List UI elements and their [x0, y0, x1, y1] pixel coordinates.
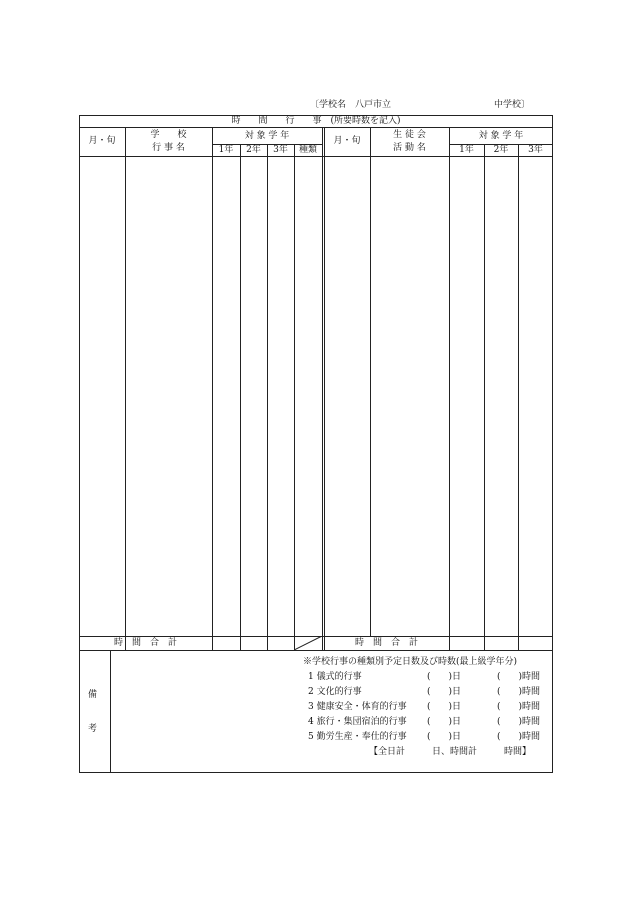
remarks-label-1: 備: [88, 690, 98, 700]
remarks-label-2: 考: [88, 724, 98, 734]
event-type-hours: ( )時間: [497, 717, 541, 727]
event-type-hours: ( )時間: [497, 732, 541, 742]
school-event-header-line2: 行 事 名: [152, 143, 185, 153]
council-header-line1: 生 徒 会: [393, 130, 426, 140]
school-event-header-line1: 学 校: [150, 130, 187, 140]
event-type-name: 5 勤労生産・奉仕的行事: [308, 732, 407, 742]
right-target-grade-header: 対 象 学 年: [478, 131, 524, 141]
event-summary-total: 【全日計 日、時間計 時間】: [369, 747, 532, 757]
event-type-days: ( )日: [427, 732, 462, 742]
left-grade2-header: 2年: [246, 145, 261, 155]
event-type-name: 3 健康安全・体育的行事: [308, 702, 407, 712]
kind-total-diagonal: [294, 636, 324, 651]
right-month-header: 月・旬: [333, 136, 361, 146]
event-type-hours: ( )時間: [497, 672, 541, 682]
event-type-hours: ( )時間: [497, 687, 541, 697]
left-month-header: 月・旬: [88, 136, 116, 146]
event-type-name: 4 旅行・集団宿泊的行事: [308, 717, 407, 727]
event-kind-header: 種類: [298, 145, 317, 155]
left-grade1-header: 1年: [218, 145, 234, 155]
left-grade3-header: 3年: [273, 145, 288, 155]
event-type-name: 1 儀式的行事: [308, 672, 362, 682]
right-grade1-header: 1年: [459, 145, 474, 155]
council-header-line2: 活 動 名: [393, 143, 426, 153]
event-type-days: ( )日: [427, 672, 462, 682]
event-summary-note-title: ※学校行事の種類別予定日数及び時数(最上級学年分): [303, 657, 518, 667]
event-type-days: ( )日: [427, 717, 462, 727]
right-grade3-header: 3年: [528, 145, 543, 155]
left-time-total-label: 時 間 合 計: [113, 638, 177, 648]
right-grade2-header: 2年: [493, 145, 509, 155]
event-type-days: ( )日: [427, 687, 462, 697]
right-time-total-label: 時 間 合 計: [354, 638, 418, 648]
school-name-prefix: 〔学校名 八戸市立: [310, 100, 392, 110]
left-target-grade-header: 対 象 学 年: [244, 131, 290, 141]
event-type-days: ( )日: [427, 702, 462, 712]
event-type-name: 2 文化的行事: [308, 687, 362, 697]
school-name-suffix: 中学校〕: [494, 100, 531, 110]
event-type-hours: ( )時間: [497, 702, 541, 712]
table-title: 時 間 行 事 (所要時数を記入): [231, 116, 401, 126]
